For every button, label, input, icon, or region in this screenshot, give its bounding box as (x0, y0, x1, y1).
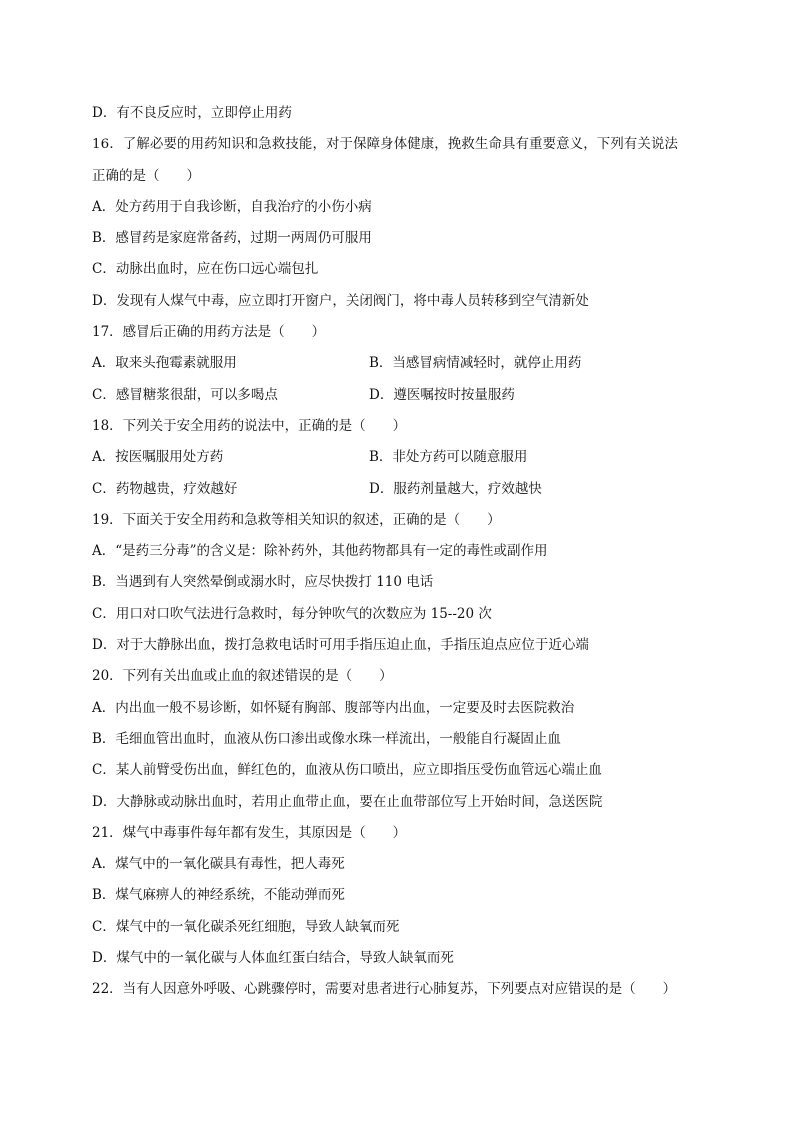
q19-stem: 19．下面关于安全用药和急救等相关知识的叙述，正确的是（ ） (92, 511, 501, 528)
q18-option-b: B．非处方药可以随意服用 (369, 449, 528, 466)
q17-options-row-2 (92, 380, 712, 411)
q17-option-d: D．遵医嘱按时按量服药 (369, 386, 515, 403)
q21-option-d: D．煤气中的一氧化碳与人体血红蛋白结合，导致人缺氧而死 (92, 950, 454, 967)
q17-option-b: B．当感冒病情减轻时，就停止用药 (369, 355, 582, 372)
q17-stem: 17．感冒后正确的用药方法是（ ） (92, 324, 326, 341)
q20-option-a: A．内出血一般不易诊断，如怀疑有胸部、腹部等内出血，一定要及时去医院救治 (92, 699, 575, 716)
q20-option-c: C．某人前臂受伤出血，鲜红色的，血液从伤口喷出，应立即指压受伤血管远心端止血 (92, 762, 602, 779)
q21-option-b: B．煤气麻痹人的神经系统，不能动弹而死 (92, 887, 345, 904)
q18-options-row-2 (92, 474, 712, 505)
q16-option-d: D．发现有人煤气中毒，应立即打开窗户，关闭阀门，将中毒人员转移到空气清新处 (92, 292, 589, 309)
q16-option-c: C．动脉出血时，应在伤口远心端包扎 (92, 261, 319, 278)
q20-stem: 20．下列有关出血或止血的叙述错误的是（ ） (92, 668, 393, 685)
q20-option-b: B．毛细血管出血时，血液从伤口渗出或像水珠一样流出，一般能自行凝固止血 (92, 730, 561, 747)
exam-page (92, 98, 712, 1006)
q18-option-a: A．按医嘱服用处方药 (92, 449, 224, 466)
q17-option-c: C．感冒糖浆很甜，可以多喝点 (92, 386, 278, 403)
q19-option-d: D．对于大静脉出血，拨打急救电话时可用手指压迫止血，手指压迫点应位于近心端 (92, 637, 589, 654)
q18-option-d: D．服药剂量越大，疗效越快 (369, 480, 542, 497)
q19-option-c: C．用口对口吹气法进行急救时，每分钟吹气的次数应为 15--20 次 (92, 605, 492, 622)
q18-options-row-1 (92, 442, 712, 473)
q16-stem-cont: 正确的是（ ） (92, 167, 200, 184)
q16-stem: 16．了解必要的用药知识和急救技能，对于保障身体健康，挽救生命具有重要意义，下列有关说法 (92, 137, 679, 153)
q16-option-a: A．处方药用于自我诊断，自我治疗的小伤小病 (92, 198, 372, 215)
q16-option-b: B．感冒药是家庭常备药，过期一两周仍可服用 (92, 230, 372, 247)
q19-option-a: A．“是药三分毒”的含义是：除补药外，其他药物都具有一定的毒性或副作用 (92, 543, 548, 560)
q22-stem: 22．当有人因意外呼吸、心跳骤停时，需要对患者进行心肺复苏，下列要点对应错误的是（ ） (92, 981, 677, 998)
q21-option-a: A．煤气中的一氧化碳具有毒性，把人毒死 (92, 856, 345, 873)
q18-option-c: C．药物越贵，疗效越好 (92, 480, 238, 497)
q21-option-c: C．煤气中的一氧化碳杀死红细胞，导致人缺氧而死 (92, 918, 400, 935)
q19-option-b: B．当遇到有人突然晕倒或溺水时，应尽快拨打 110 电话 (92, 574, 434, 591)
q20-option-d: D．大静脉或动脉出血时，若用止血带止血，要在止血带部位写上开始时间，急送医院 (92, 793, 603, 810)
q15-option-d: D．有不良反应时，立即停止用药 (92, 105, 292, 121)
q18-stem: 18．下列关于安全用药的说法中，正确的是（ ） (92, 417, 407, 434)
q17-option-a: A．取来头孢霉素就服用 (92, 355, 237, 372)
q21-stem: 21．煤气中毒事件每年都有发生，其原因是（ ） (92, 824, 407, 841)
q17-options-row-1 (92, 348, 712, 379)
